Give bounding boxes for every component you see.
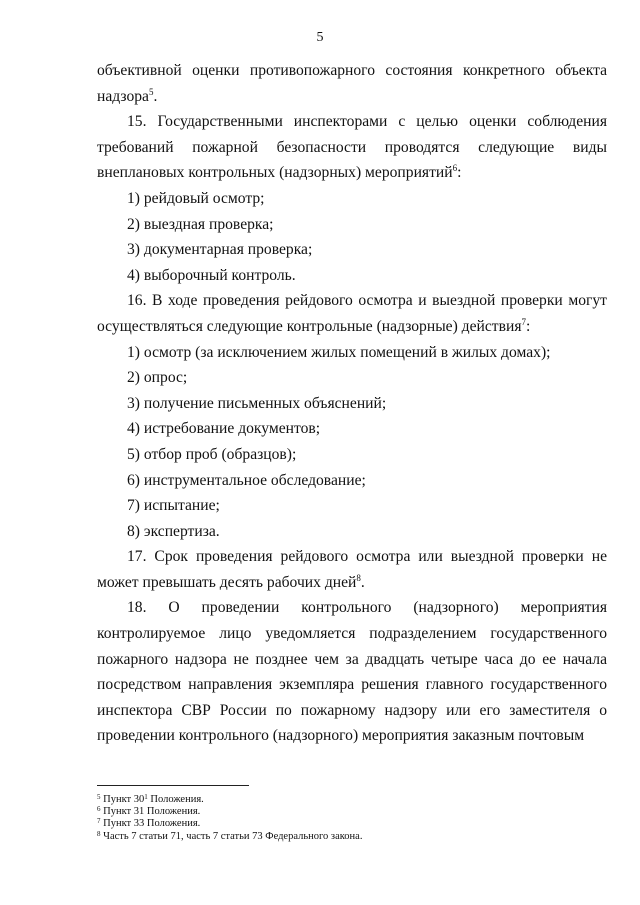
paragraph-15-text: 15. Государственными инспекторами с целью оценки соблюдения требований пожарной безопасности проводятся следующие виды внеплановых контрольных (надзорных) мероприятий	[97, 113, 607, 182]
paragraph-15-end: :	[457, 164, 462, 182]
footnote-separator	[97, 785, 249, 786]
footnote-7	[97, 818, 607, 830]
footnote-mark: 7	[97, 817, 101, 826]
continuation-text: объективной оценки противопожарного состояния конкретного объекта надзора	[97, 62, 607, 105]
paragraph-17-end: .	[360, 573, 365, 591]
list-item: 4) истребование документов;	[127, 420, 321, 438]
list-item: 1) рейдовый осмотр;	[127, 189, 265, 207]
continuation-paragraph	[97, 58, 607, 109]
paragraph-17	[97, 544, 607, 595]
footnote-ref-7: 7	[521, 316, 527, 327]
page-number: 5	[316, 30, 324, 45]
footnote-text: Часть 7 статьи 71, часть 7 статьи 73 Федерального закона.	[103, 830, 363, 842]
list-item: 6) инструментальное обследование;	[127, 471, 366, 489]
list-item: 1) осмотр (за исключением жилых помещений в жилых домах);	[127, 343, 551, 361]
paragraph-16-text: 16. В ходе проведения рейдового осмотра и выездной проверки могут осуществляться следующие контрольные (надзорные) действия	[97, 292, 607, 335]
footnote-superscript: 1	[144, 793, 148, 801]
footnotes	[97, 791, 607, 843]
body-text	[97, 58, 607, 749]
footnote-ref-6: 6	[452, 163, 458, 174]
paragraph-18: 18. О проведении контрольного (надзорного) мероприятия контролируемое лицо уведомляется подразделением государственного пожарного надзора не позднее чем за двадцать четыре часа до ее начала посредством направления экземпляра решения главного государственного инспектора СВР России по пожарному надзору или его заместителя о проведении контрольного (надзорного) мероприятия заказным почтовым	[97, 599, 607, 745]
footnote-5	[97, 791, 607, 806]
paragraph-16-end: :	[526, 317, 531, 335]
list-item: 8) экспертиза.	[127, 522, 220, 540]
footnote-ref-5: 5	[148, 86, 154, 97]
list-item: 3) документарная проверка;	[127, 241, 313, 259]
continuation-end: .	[153, 87, 158, 105]
list-item: 2) опрос;	[127, 369, 188, 387]
footnote-mark: 5	[97, 793, 101, 801]
footnote-text: Пункт 31 Положения.	[103, 806, 201, 818]
footnote-mark: 8	[97, 829, 101, 838]
paragraph-17-text: 17. Срок проведения рейдового осмотра или выездной проверки не может превышать десять рабочих дней	[97, 548, 607, 591]
footnote-6	[97, 806, 607, 818]
paragraph-16	[97, 288, 607, 339]
footnote-text: Пункт 33 Положения.	[103, 818, 201, 830]
list-item: 4) выборочный контроль.	[127, 266, 296, 284]
footnote-mark: 6	[97, 805, 101, 814]
footnote-8	[97, 831, 607, 843]
footnote-ref-8: 8	[356, 572, 361, 583]
footnote-text: Пункт 30	[103, 794, 145, 805]
paragraph-15	[97, 109, 607, 186]
list-item: 7) испытание;	[127, 497, 220, 515]
footnote-text: Положения.	[147, 794, 204, 805]
list-item: 3) получение письменных объяснений;	[127, 394, 387, 412]
list-item: 2) выездная проверка;	[127, 215, 274, 233]
list-item: 5) отбор проб (образцов);	[127, 445, 297, 463]
